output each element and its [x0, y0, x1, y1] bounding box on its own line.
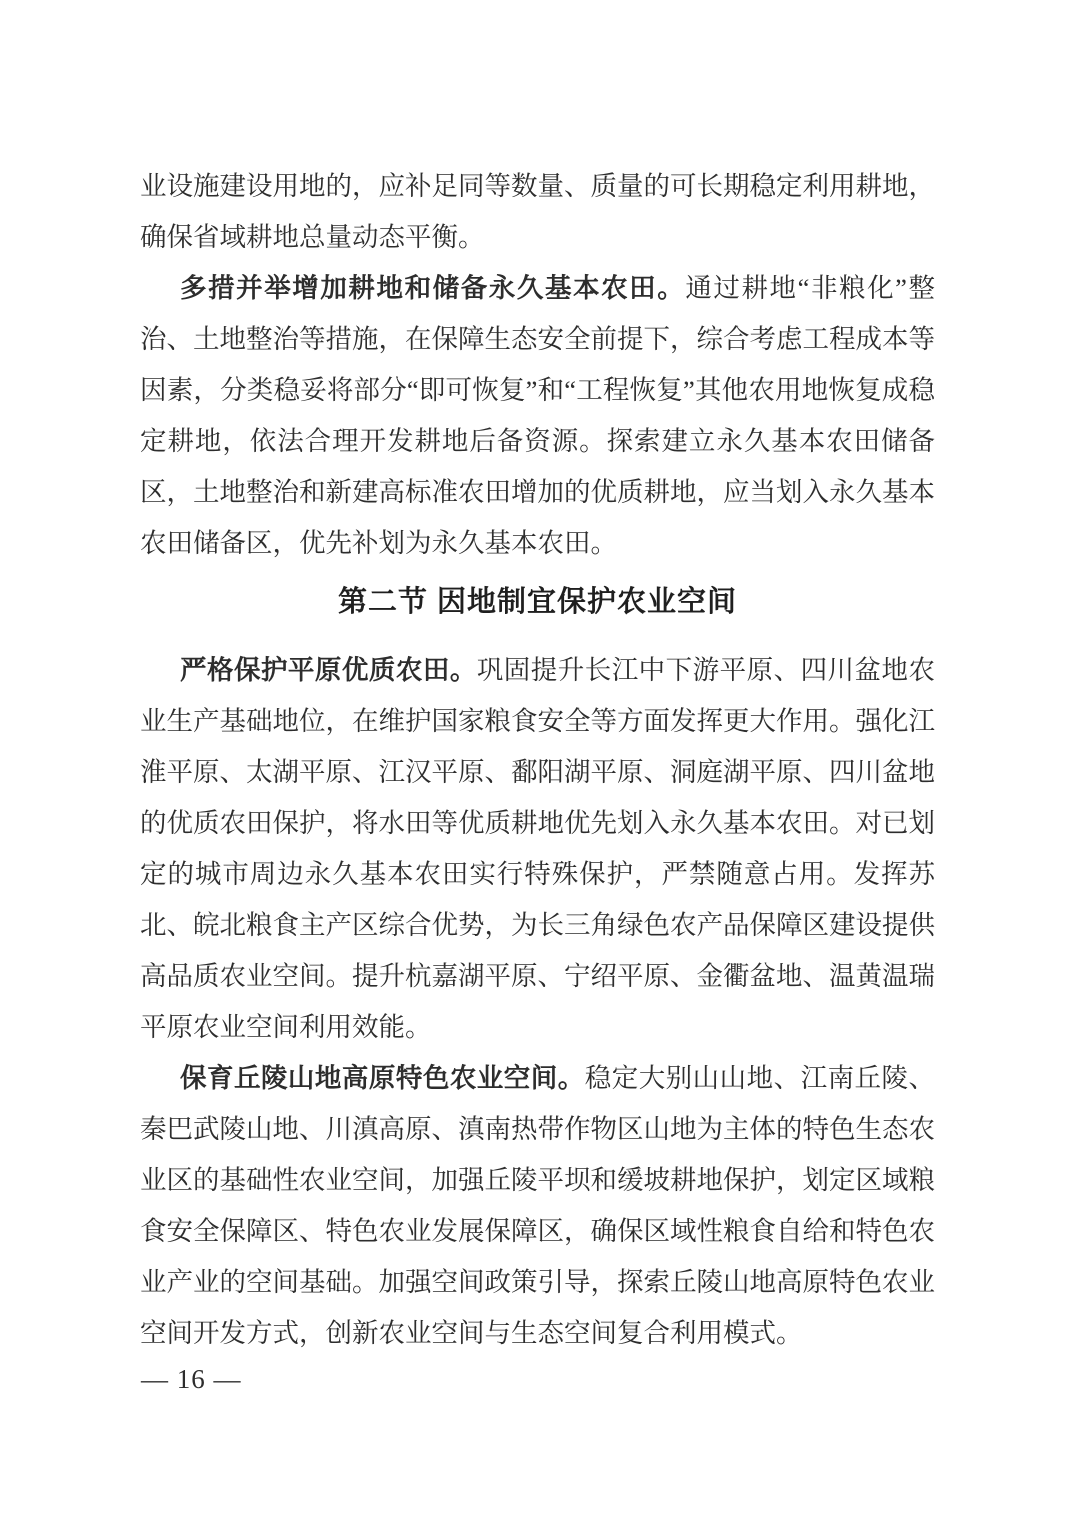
section-heading: 第二节 因地制宜保护农业空间: [337, 586, 738, 618]
paragraph-lead-bold: 严格保护平原优质农田。: [180, 655, 477, 685]
paragraph-text: 巩固提升长江中下游平原、四川盆地农业生产基础地位，在维护国家粮食安全等方面发挥更大作用。强化江淮平原、太湖平原、江汉平原、鄱阳湖平原、洞庭湖平原、四川盆地的优质农田保护，将水田等优质耕地优先划入永久基本农田。对已划定的城市周边永久基本农田实行特殊保护，严禁随意占用。发挥苏北、皖北粮食主产区综合优势，为长三角绿色农产品保障区建设提供高品质农业空间。提升杭嘉湖平原、宁绍平原、金衢盆地、温黄温瑞平原农业空间利用效能。: [140, 655, 936, 1042]
paragraph: [140, 645, 935, 1053]
paragraph: [140, 263, 935, 569]
paragraph-lead-bold: 多措并举增加耕地和储备永久基本农田。: [180, 273, 686, 303]
page-number: — 16 —: [141, 1364, 242, 1394]
paragraph-continuation: [140, 161, 935, 263]
paragraph-lead-bold: 保育丘陵山地高原特色农业空间。: [180, 1063, 585, 1093]
document-content: [140, 161, 935, 1359]
paragraph-text: 通过耕地“非粮化”整治、土地整治等措施，在保障生态安全前提下，综合考虑工程成本等因素，分类稳妥将部分“即可恢复”和“工程恢复”其他农用地恢复成稳定耕地，依法合理开发耕地后备资源。探索建立永久基本农田储备区，土地整治和新建高标准农田增加的优质耕地，应当划入永久基本农田储备区，优先补划为永久基本农田。: [140, 273, 935, 558]
paragraph-text: 稳定大别山山地、江南丘陵、秦巴武陵山地、川滇高原、滇南热带作物区山地为主体的特色生态农业区的基础性农业空间，加强丘陵平坝和缓坡耕地保护，划定区域粮食安全保障区、特色农业发展保障区，确保区域性粮食自给和特色农业产业的空间基础。加强空间政策引导，探索丘陵山地高原特色农业空间开发方式，创新农业空间与生态空间复合利用模式。: [140, 1063, 936, 1348]
paragraph: [140, 1053, 935, 1359]
paragraph-text: 业设施建设用地的，应补足同等数量、质量的可长期稳定利用耕地，确保省域耕地总量动态平衡。: [140, 171, 935, 252]
